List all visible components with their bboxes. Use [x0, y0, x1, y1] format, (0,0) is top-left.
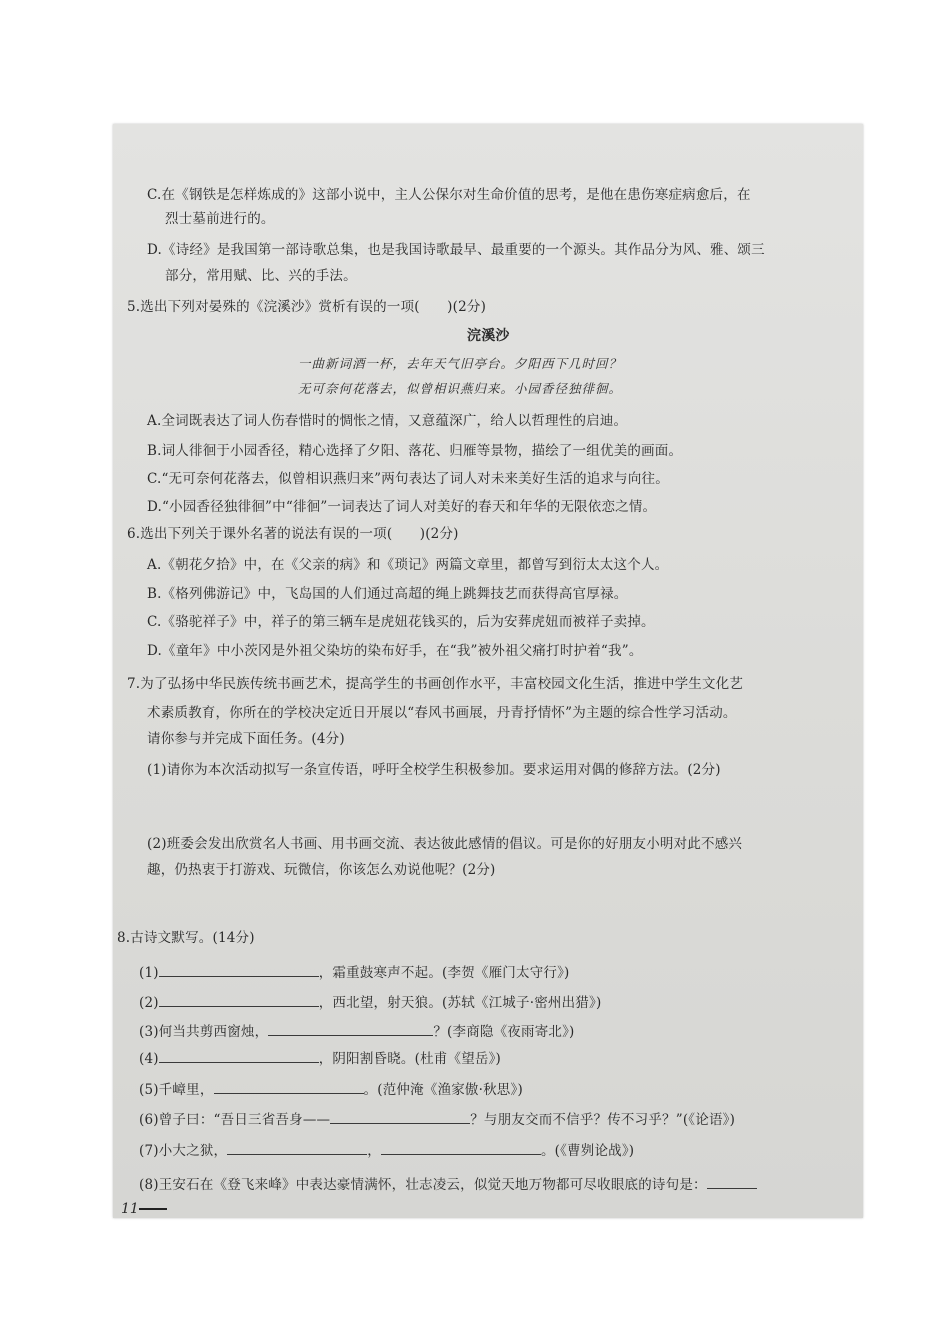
q8-item-3: [139, 1021, 575, 1041]
question-7-line-2: 术素质教育，你所在的学校决定近日开展以“春风书画展，丹青抒情怀”为主题的综合性学习活动。: [147, 705, 737, 721]
answer-blank-2[interactable]: [159, 992, 319, 1007]
q8-item-6-suffix: ？与朋友交而不信乎？传不习乎？”(《论语》): [470, 1112, 736, 1128]
question-8: 8.古诗文默写。(14分): [117, 930, 255, 946]
q8-item-4: [139, 1048, 501, 1068]
q8-item-4-prefix: (4): [139, 1051, 159, 1067]
q5-option-d: D.“小园香径独徘徊”中“徘徊”一词表达了词人对美好的春天和年华的无限依恋之情。: [147, 499, 657, 515]
q8-item-6: [139, 1109, 735, 1129]
q8-item-3-suffix: ？(李商隐《夜雨寄北》): [433, 1024, 575, 1040]
q8-item-7-separator: ，: [367, 1143, 381, 1159]
answer-blank-6[interactable]: [330, 1109, 470, 1124]
q5-option-b: B.词人徘徊于小园香径，精心选择了夕阳、落花、归雁等景物，描绘了一组优美的画面。: [147, 443, 683, 459]
q8-item-6-prefix: (6)曾子曰：“吾日三省吾身——: [139, 1112, 331, 1128]
q8-item-7: [139, 1140, 634, 1160]
q8-item-2-prefix: (2): [139, 995, 159, 1011]
option-d-line-1: D.《诗经》是我国第一部诗歌总集，也是我国诗歌最早、最重要的一个源头。其作品分为风、雅、颂三: [147, 242, 765, 258]
q8-item-7-suffix: 。(《曹刿论战》): [540, 1143, 635, 1159]
question-5: 5.选出下列对晏殊的《浣溪沙》赏析有误的一项( )(2分): [127, 299, 487, 315]
exam-sheet: [113, 124, 863, 1218]
q8-item-1-suffix: ，霜重鼓寒声不起。(李贺《雁门太守行》): [318, 965, 570, 981]
poem-line-1: 一曲新词酒一杯，去年天气旧亭台。夕阳西下几时回？: [298, 356, 623, 371]
poem-line-2: 无可奈何花落去，似曾相识燕归来。小园香径独徘徊。: [298, 381, 623, 396]
answer-blank-4[interactable]: [159, 1048, 319, 1063]
q5-option-c: C.“无可奈何花落去，似曾相识燕归来”两句表达了词人对未来美好生活的追求与向往。: [147, 471, 669, 487]
q7-subquestion-1: (1)请你为本次活动拟写一条宣传语，呼吁全校学生积极参加。要求运用对偶的修辞方法。(2分): [147, 762, 721, 778]
answer-blank-7a[interactable]: [227, 1140, 367, 1155]
q8-item-3-prefix: (3)何当共剪西窗烛，: [139, 1024, 269, 1040]
option-c-line-1: C.在《钢铁是怎样炼成的》这部小说中，主人公保尔对生命价值的思考，是他在患伤寒症病愈后，在: [147, 187, 751, 203]
q8-item-1-prefix: (1): [139, 965, 159, 981]
poem-title: 浣溪沙: [467, 328, 510, 344]
q8-item-4-suffix: ，阴阳割昏晓。(杜甫《望岳》): [318, 1051, 502, 1067]
option-d-line-2: 部分，常用赋、比、兴的手法。: [165, 268, 357, 284]
q8-item-8: [139, 1174, 757, 1194]
page-mark-dash: [139, 1208, 167, 1210]
answer-blank-1[interactable]: [159, 962, 319, 977]
q6-option-c: C.《骆驼祥子》中，祥子的第三辆车是虎妞花钱买的，后为安葬虎妞而被祥子卖掉。: [147, 614, 655, 630]
answer-blank-3[interactable]: [268, 1021, 433, 1036]
q8-item-5-prefix: (5)千嶂里，: [139, 1082, 214, 1098]
q8-item-8-text: (8)王安石在《登飞来峰》中表达豪情满怀，壮志凌云，似觉天地万物都可尽收眼底的诗句是：: [139, 1177, 707, 1193]
q7-subquestion-2-line-2: 趣，仍热衷于打游戏、玩微信，你该怎么劝说他呢？(2分): [147, 862, 496, 878]
q5-option-a: A.全词既表达了词人伤春惜时的惆怅之情，又意蕴深广，给人以哲理性的启迪。: [147, 413, 628, 429]
question-6: 6.选出下列关于课外名著的说法有误的一项( )(2分): [127, 526, 459, 542]
q8-item-1: [139, 962, 570, 982]
q6-option-a: A.《朝花夕拾》中，在《父亲的病》和《琐记》两篇文章里，都曾写到衍太太这个人。: [147, 557, 669, 573]
page-number: 11: [121, 1201, 139, 1217]
q8-item-5: [139, 1079, 523, 1099]
q8-item-2: [139, 992, 601, 1012]
q7-subquestion-2-line-1: (2)班委会发出欣赏名人书画、用书画交流、表达彼此感情的倡议。可是你的好朋友小明对此不感兴: [147, 836, 743, 852]
q8-item-5-suffix: 。(范仲淹《渔家傲·秋思》): [363, 1082, 523, 1098]
answer-blank-8[interactable]: [707, 1174, 757, 1189]
answer-blank-5[interactable]: [214, 1079, 364, 1094]
page-number-mark: [121, 1201, 167, 1217]
question-7-line-1: 7.为了弘扬中华民族传统书画艺术，提高学生的书画创作水平，丰富校园文化生活，推进中学生文化艺: [127, 676, 744, 692]
answer-blank-7b[interactable]: [381, 1140, 541, 1155]
q8-item-2-suffix: ，西北望，射天狼。(苏轼《江城子·密州出猎》): [318, 995, 602, 1011]
q8-item-7-prefix: (7)小大之狱，: [139, 1143, 228, 1159]
option-c-line-2: 烈士墓前进行的。: [165, 211, 275, 227]
q6-option-d: D.《童年》中小茨冈是外祖父染坊的染布好手，在“我”被外祖父痛打时护着“我”。: [147, 643, 643, 659]
q6-option-b: B.《格列佛游记》中，飞岛国的人们通过高超的绳上跳舞技艺而获得高官厚禄。: [147, 586, 628, 602]
question-7-line-3: 请你参与并完成下面任务。(4分): [147, 731, 345, 747]
